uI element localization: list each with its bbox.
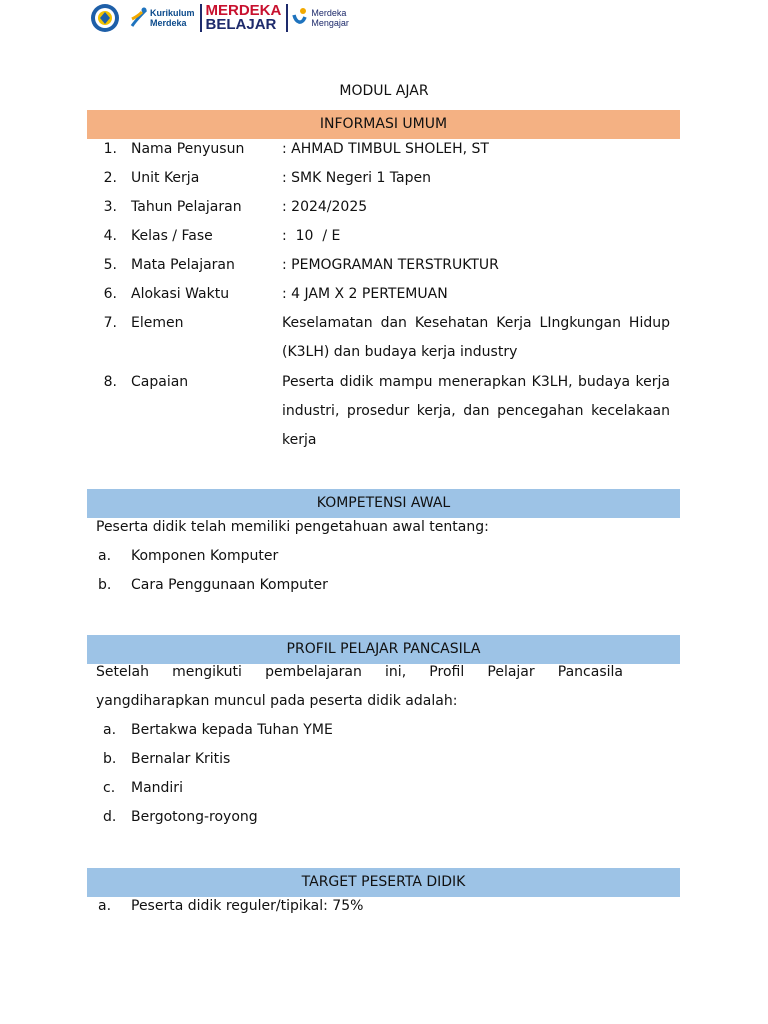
kurikulum-text: Kurikulum — [150, 8, 195, 18]
row-number: 8. — [103, 374, 117, 390]
section-header-profil-pelajar: PROFIL PELAJAR PANCASILA — [87, 635, 680, 664]
document-title: MODUL AJAR — [339, 83, 429, 99]
row-value-elemen: Keselamatan dan Kesehatan Kerja LIngkungan Hidup (K3LH) dan budaya kerja industry — [282, 315, 670, 360]
row-value: : 10 / E — [282, 228, 341, 244]
list-text: Peserta didik reguler/tipikal: 75% — [131, 898, 364, 914]
list-text: Cara Penggunaan Komputer — [131, 577, 328, 593]
row-value: : 2024/2025 — [282, 199, 368, 215]
list-text: Bertakwa kepada Tuhan YME — [131, 722, 333, 738]
row-number: 4. — [103, 228, 117, 244]
list-marker: a. — [98, 898, 112, 914]
row-number: 5. — [103, 257, 117, 273]
merdeka-belajar-line2: BELAJAR — [205, 16, 277, 33]
tut-wuri-handayani-logo — [88, 3, 122, 33]
row-value-capaian: Peserta didik mampu menerapkan K3LH, budaya kerja industri, prosedur kerja, dan pencegahan kecelakaan kerja — [282, 374, 670, 448]
row-value: : AHMAD TIMBUL SHOLEH, ST — [282, 141, 489, 157]
list-marker: b. — [98, 577, 112, 593]
merdeka-mengajar-line2: Mengajar — [311, 18, 349, 28]
list-marker: a. — [103, 722, 117, 738]
merdeka-text: Merdeka — [150, 18, 187, 28]
merdeka-mengajar-logo — [292, 7, 349, 29]
section-header-informasi-umum: INFORMASI UMUM — [87, 110, 680, 139]
row-number: 2. — [103, 170, 117, 186]
row-label: Tahun Pelajaran — [131, 199, 242, 215]
merdeka-belajar-logo — [206, 4, 282, 32]
row-label: Capaian — [131, 374, 189, 390]
profil-intro: Setelah mengikuti pembelajaran ini, Profil Pelajar Pancasila yangdiharapkan muncul pada peserta didik adalah: — [96, 664, 623, 709]
merdeka-belajar-line1: MERDEKA — [205, 2, 282, 19]
kurikulum-merdeka-logo — [130, 6, 195, 30]
list-marker: d. — [103, 809, 117, 825]
row-number: 7. — [103, 315, 117, 331]
row-label: Alokasi Waktu — [131, 286, 230, 302]
section-header-kompetensi-awal: KOMPETENSI AWAL — [87, 489, 680, 518]
row-number: 3. — [103, 199, 117, 215]
section-header-target-peserta: TARGET PESERTA DIDIK — [87, 868, 680, 897]
row-number: 1. — [103, 141, 117, 157]
row-label: Kelas / Fase — [131, 228, 213, 244]
row-label: Unit Kerja — [131, 170, 200, 186]
row-label: Mata Pelajaran — [131, 257, 235, 273]
list-text: Mandiri — [131, 780, 183, 796]
list-marker: b. — [103, 751, 117, 767]
row-value: : 4 JAM X 2 PERTEMUAN — [282, 286, 448, 302]
row-value: : PEMOGRAMAN TERSTRUKTUR — [282, 257, 499, 273]
header-logos — [88, 2, 349, 34]
row-number: 6. — [103, 286, 117, 302]
list-text: Bergotong-royong — [131, 809, 258, 825]
row-label: Elemen — [131, 315, 184, 331]
list-text: Bernalar Kritis — [131, 751, 231, 767]
merdeka-mengajar-line1: Merdeka — [311, 8, 347, 18]
row-label: Nama Penyusun — [131, 141, 245, 157]
row-value: : SMK Negeri 1 Tapen — [282, 170, 431, 186]
list-text: Komponen Komputer — [131, 548, 279, 564]
kurikulum-merdeka-mark-icon — [130, 6, 148, 30]
logo-divider — [286, 4, 288, 32]
list-marker: c. — [103, 780, 116, 796]
kompetensi-intro: Peserta didik telah memiliki pengetahuan awal tentang: — [96, 519, 489, 535]
logo-divider — [200, 4, 202, 32]
merdeka-mengajar-mark-icon — [292, 7, 308, 29]
list-marker: a. — [98, 548, 112, 564]
